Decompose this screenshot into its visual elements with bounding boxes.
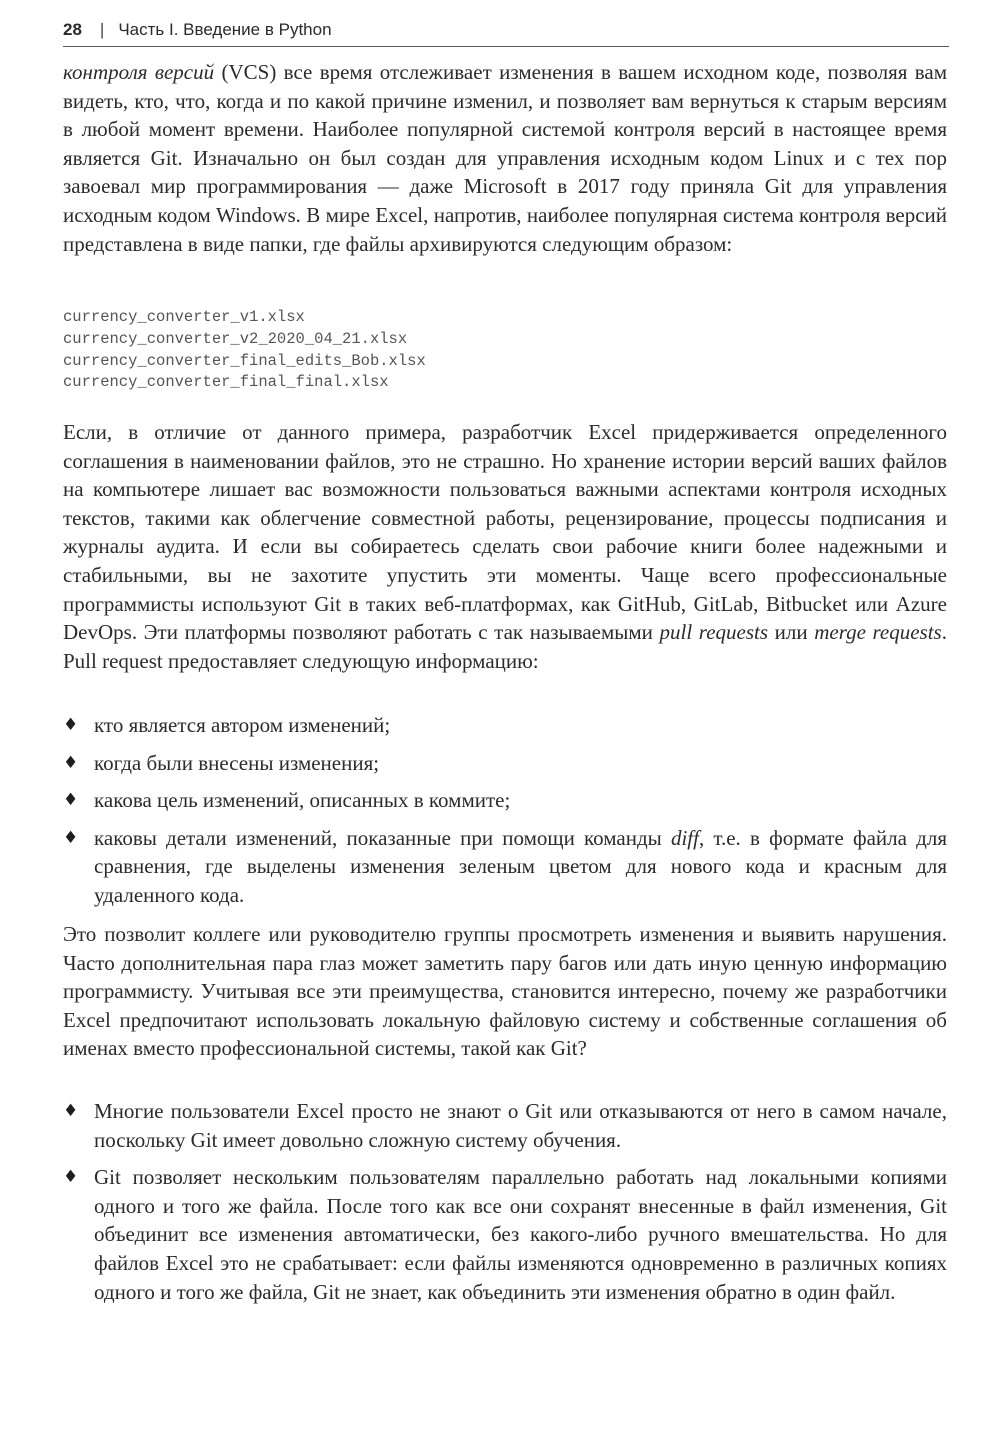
list-item: ♦ каковы детали изменений, показанные при помощи команды diff, т.е. в формате файла для сравнения, где выделены изменения зеленым цветом для нового кода и красным для удаленного кода. [63,825,947,907]
code-line: currency_converter_final_final.xlsx [63,373,389,392]
diamond-bullet-icon: ♦ [63,1101,79,1121]
diamond-bullet-icon: ♦ [63,752,79,773]
paragraph-text: Если, в отличие от данного примера, разработчик Excel придерживается определенного соглашения в наименовании файлов, это не страшно. Но хранение истории версий ваших файлов на компьютере лишает вас возможности пользоваться важными аспектами контроля исходных текстов, такими как облегчение совместной работы, рецензирование, процессы подписания и журналы аудита. И если вы собираетесь сделать свои рабочие книги более надежными и стабильными, вы не захотите упустить эти моменты. Чаще всего профессиональные программисты используют Git в таких веб-платформах, как GitHub, GitLab, Bitbucket или Azure DevOps. Эти платформы позволяют работать с так называемыми [63,420,947,645]
reasons-list [63,1097,947,1315]
emphasis-term: merge requests [814,620,942,645]
list-item: ♦ какова цель изменений, описанных в коммите; [63,786,947,815]
emphasis-term: контроля версий [63,60,215,84]
paragraph-text: (VCS) все время отслеживает изменения в вашем исходном коде, позволяя вам видеть, кто, что, когда и по какой причине изменил, и позволяет вам вернуться к старым версиям в любой момент времени. Наиболее популярной системой контроля версий в настоящее время является Git. Изначально он был создан для управления исходным кодом Linux и с тех пор завоевал мир программирования — даже Microsoft в 2017 году приняла Git для управления исходным кодом Windows. В мире Excel, напротив, наиболее популярная система контроля версий представлена в виде папки, где файлы архивируются следующим образом: [63,60,947,256]
header-separator: | [99,20,105,39]
code-line: currency_converter_v1.xlsx [63,308,305,326]
diamond-bullet-icon: ♦ [63,827,79,848]
paragraph-why-not-git [63,920,947,1063]
pull-request-info-list [63,711,947,919]
list-item: ♦ кто является автором изменений; [63,711,947,740]
paragraph-text: Это позволит коллеге или руководителю группы просмотреть изменения и выявить нарушения. Часто дополнительная пара глаз может заметить пару багов или дать иную ценную информацию программисту. Учитывая все эти преимущества, становится интересно, почему же разработчики Excel предпочитают использовать локальную файловую систему и собственные соглашения об именах вместо профессиональной системы, такой как Git? [63,922,947,1061]
paragraph-vcs-intro [63,58,947,258]
page-number: 28 [63,20,82,39]
paragraph-pull-requests [63,418,947,675]
paragraph-text: . Pull request предоставляет следующую информацию: [63,620,947,673]
code-line: currency_converter_final_edits_Bob.xlsx [63,351,426,370]
diamond-bullet-icon: ♦ [63,790,79,811]
running-header [63,20,949,47]
code-file-list [63,307,426,394]
emphasis-term: diff [670,825,699,850]
paragraph-text: или [768,620,815,645]
list-item: ♦ Многие пользователи Excel просто не знают о Git или отказываются от него в самом начале, поскольку Git имеет довольно сложную систему обучения. [63,1099,947,1152]
diamond-bullet-icon: ♦ [63,1167,79,1188]
section-title: Часть I. Введение в Python [118,20,332,39]
code-line: currency_converter_v2_2020_04_21.xlsx [63,329,408,348]
list-item: ♦ когда были внесены изменения; [63,749,947,778]
diamond-bullet-icon: ♦ [63,715,79,735]
emphasis-term: pull requests [659,620,769,645]
list-item: ♦ Git позволяет нескольким пользователям параллельно работать над локальными копиями одного и того же файла. После того как все они сохранят внесенные в файл изменения, Git объединит все изменения автоматически, без какого-либо ручного вмешательства. Но для файлов Excel это не срабатывает: если файлы изменяются одновременно в различных копиях одного и того же файла, Git не знает, как объединить эти изменения обратно в один файл. [63,1165,947,1304]
